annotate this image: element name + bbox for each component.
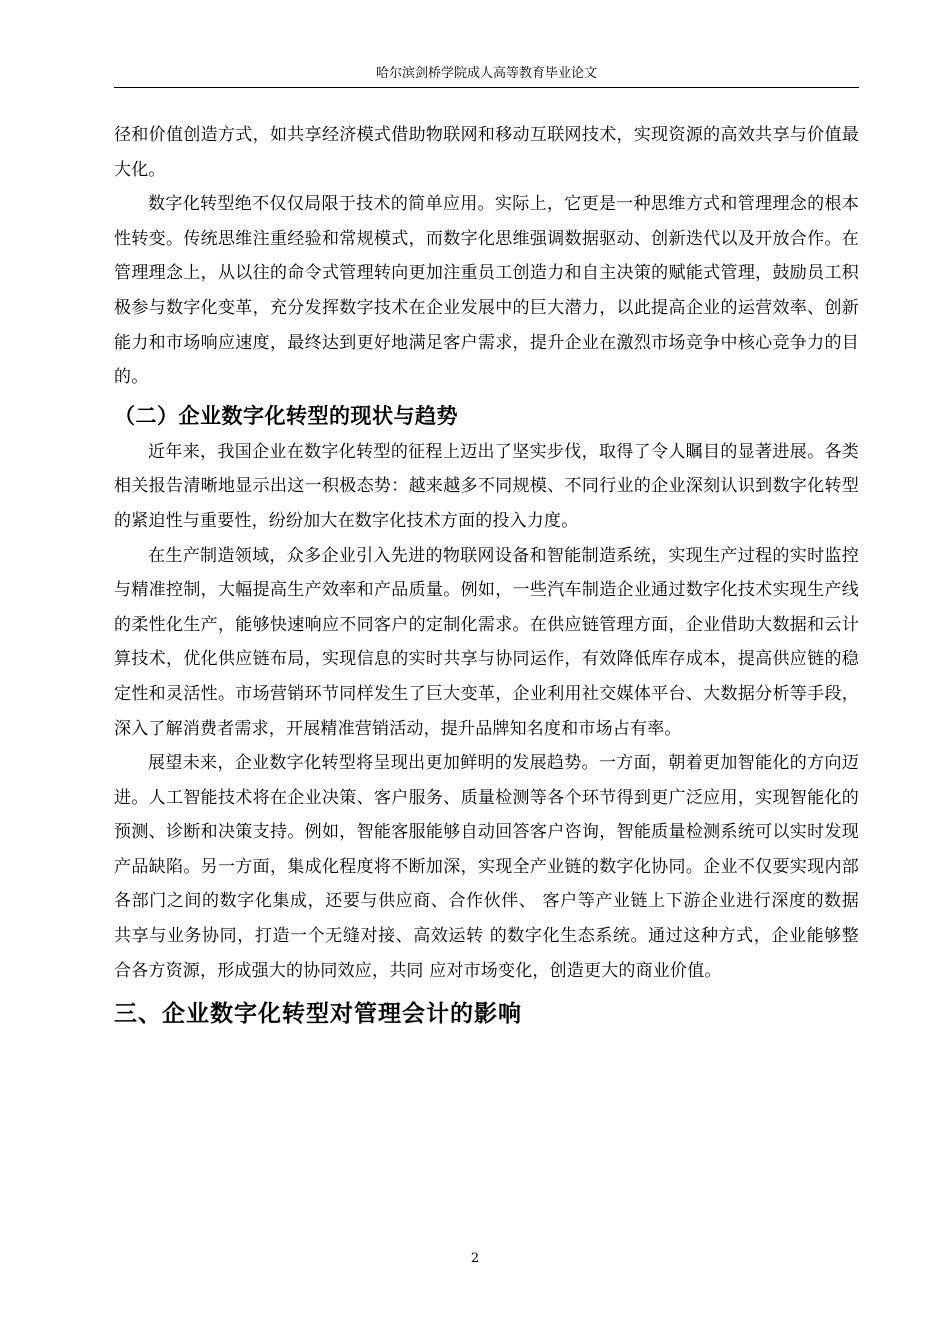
paragraph-mindset: 数字化转型绝不仅仅局限于技术的简单应用。实际上，它更是一种思维方式和管理理念的根本性转变。传统思维注重经验和常规模式，而数字化思维强调数据驱动、创新迭代以及开放合作。在管理理念上，从以往的命令式管理转向更加注重员工创造力和自主决策的赋能式管理，鼓励员工积极参与数字化变革，充分发挥数字技术在企业发展中的巨大潜力，以此提高企业的运营效率、创新能力和市场响应速度，最终达到更好地满足客户需求，提升企业在激烈市场竞争中核心竞争力的目的。 (114, 194, 859, 388)
paragraph-continued: 径和价值创造方式，如共享经济模式借助物联网和移动互联网技术，实现资源的高效共享与价值最大化。 (114, 125, 859, 180)
paragraph-production: 在生产制造领域，众多企业引入先进的物联网设备和智能制造系统，实现生产过程的实时监控与精准控制，大幅提高生产效率和产品质量。例如，一些汽车制造企业通过数字化技术实现生产线的柔性化生产，能够快速响应不同客户的定制化需求。在供应链管理方面，企业借助大数据和云计算技术，优化供应链布局，实现信息的实时共享与协同运作，有效降低库存成本，提高供应链的稳定性和灵活性。市场营销环节同样发生了巨大变革，企业利用社交媒体平台、大数据分析等手段，深入了解消费者需求，开展精准营销活动，提升品牌知名度和市场占有率。 (114, 545, 859, 739)
page-number: 2 (470, 1251, 480, 1266)
section-3-heading: 三、企业数字化转型对管理会计的影响 (114, 1001, 522, 1028)
section-2-heading: （二）企业数字化转型的现状与趋势 (114, 403, 458, 428)
paragraph-recent-progress: 近年来，我国企业在数字化转型的征程上迈出了坚实步伐，取得了令人瞩目的显著进展。各类相关报告清晰地显示出这一积极态势：越来越多不同规模、不同行业的企业深刻认识到数字化转型的紧迫性与重要性，纷纷加大在数字化技术方面的投入力度。 (114, 441, 859, 531)
page-body (114, 118, 859, 1034)
paragraph-future-trends: 展望未来，企业数字化转型将呈现出更加鲜明的发展趋势。一方面，朝着更加智能化的方向迈进。人工智能技术将在企业决策、客户服务、质量检测等各个环节得到更广泛应用，实现智能化的预测、诊断和决策支持。例如，智能客服能够自动回答客户咨询，智能质量检测系统可以实时发现产品缺陷。另一方面，集成化程度将不断加深，实现全产业链的数字化协同。企业不仅要实现内部各部门之间的数字化集成，还要与供应商、合作伙伴、 客户等产业链上下游企业进行深度的数据共享与业务协同，打造一个无缝对接、高效运转 的数字化生态系统。通过这种方式，企业能够整合各方资源，形成强大的协同效应，共同 应对市场变化，创造更大的商业价值。 (114, 753, 859, 981)
running-header: 哈尔滨剑桥学院成人高等教育毕业论文 (114, 64, 859, 88)
